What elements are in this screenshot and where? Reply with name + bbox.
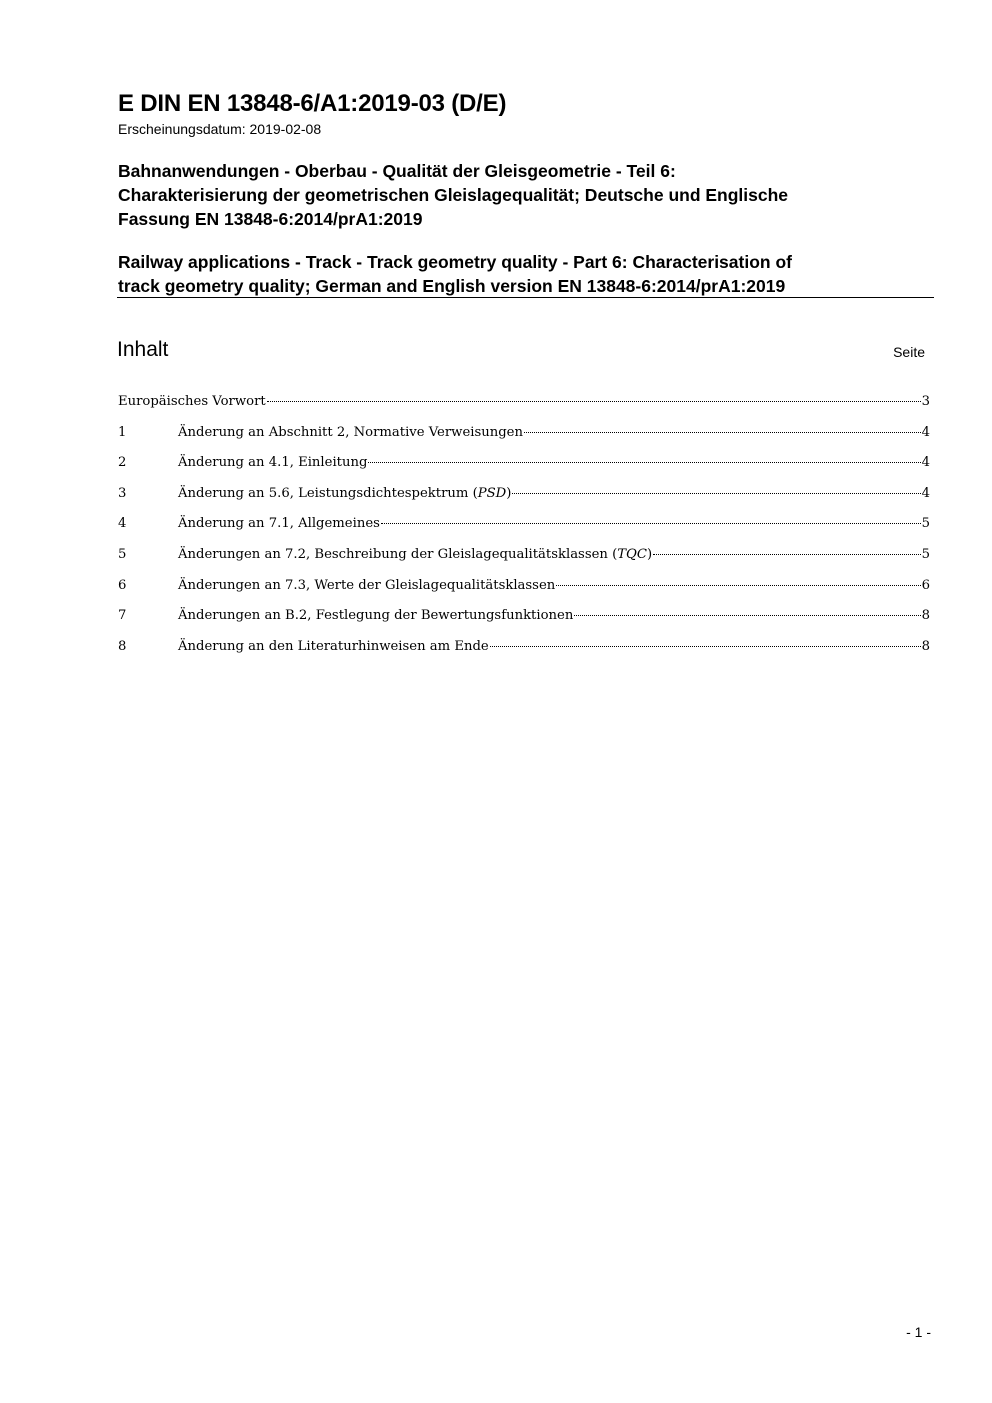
toc-leader bbox=[556, 585, 920, 586]
toc-entry[interactable] bbox=[118, 486, 930, 517]
toc-entry-number: 3 bbox=[118, 485, 127, 501]
toc-entry-number: 2 bbox=[118, 455, 127, 471]
toc-entry-text: Änderung an Abschnitt 2, Normative Verweisungen bbox=[178, 424, 523, 440]
page-number: - 1 - bbox=[906, 1324, 931, 1340]
toc-entry[interactable] bbox=[118, 639, 930, 670]
toc-entry-page: 6 bbox=[921, 577, 930, 593]
toc-entry-text-part: ) bbox=[506, 485, 512, 501]
toc-leader bbox=[267, 401, 921, 402]
toc-entry-text bbox=[178, 547, 652, 562]
toc-entry-text: Änderung an 4.1, Einleitung bbox=[178, 455, 368, 471]
german-title-line: Bahnanwendungen - Oberbau - Qualität der Gleisgeometrie - Teil 6: bbox=[118, 161, 676, 181]
toc-page-label: Seite bbox=[893, 344, 925, 360]
toc-entry-abbreviation: TQC bbox=[617, 546, 647, 562]
document-number: E DIN EN 13848-6/A1:2019-03 (D/E) bbox=[118, 90, 507, 117]
toc-entry-text: Änderung an 7.1, Allgemeines bbox=[178, 516, 380, 532]
toc-entry-page: 4 bbox=[921, 485, 930, 501]
toc-entry-page: 5 bbox=[921, 516, 930, 532]
toc-entry-number: 7 bbox=[118, 608, 127, 624]
toc-leader bbox=[368, 462, 920, 463]
english-title bbox=[118, 250, 918, 298]
german-title-line: Charakterisierung der geometrischen Gleislagequalität; Deutsche und Englische bbox=[118, 185, 789, 205]
toc-entry-text: Europäisches Vorwort bbox=[118, 394, 266, 409]
german-title-line: Fassung EN 13848-6:2014/prA1:2019 bbox=[118, 209, 423, 229]
toc-leader bbox=[381, 523, 921, 524]
toc-entry[interactable] bbox=[118, 578, 930, 609]
toc-entry[interactable] bbox=[118, 547, 930, 578]
toc-entry-abbreviation: PSD bbox=[477, 485, 507, 501]
toc-entry-page: 4 bbox=[921, 455, 930, 471]
toc-entry-text: Änderungen an B.2, Festlegung der Bewertungsfunktionen bbox=[178, 608, 574, 624]
publication-date: Erscheinungsdatum: 2019-02-08 bbox=[118, 121, 322, 137]
toc-entry[interactable] bbox=[118, 425, 930, 456]
toc-entry-number: 4 bbox=[118, 516, 127, 532]
english-title-line: Railway applications - Track - Track geometry quality - Part 6: Characterisation of bbox=[118, 252, 792, 272]
toc-leader bbox=[653, 554, 921, 555]
toc-entry-text bbox=[178, 486, 511, 501]
table-of-contents bbox=[118, 394, 930, 669]
toc-entry[interactable] bbox=[118, 608, 930, 639]
toc-heading: Inhalt bbox=[117, 338, 169, 361]
toc-entry-text: Änderungen an 7.3, Werte der Gleislagequalitätsklassen bbox=[178, 577, 556, 593]
toc-entry[interactable] bbox=[118, 394, 930, 425]
toc-entry-text-part: ) bbox=[646, 546, 653, 562]
toc-entry-text-part: Änderung an 5.6, Leistungsdichtespektrum ( bbox=[178, 485, 478, 501]
toc-entry-page: 5 bbox=[921, 546, 930, 562]
toc-entry-number: 5 bbox=[118, 546, 127, 562]
toc-leader bbox=[490, 646, 921, 647]
title-divider bbox=[117, 297, 934, 298]
toc-entry-page: 8 bbox=[921, 638, 930, 654]
toc-entry-text: Änderung an den Literaturhinweisen am Ende bbox=[178, 638, 489, 654]
toc-entry-page: 3 bbox=[921, 394, 930, 409]
toc-entry-number: 6 bbox=[118, 577, 127, 593]
toc-leader bbox=[512, 493, 920, 494]
toc-entry-page: 8 bbox=[921, 608, 930, 624]
german-title bbox=[118, 159, 918, 231]
english-title-line: track geometry quality; German and English version EN 13848-6:2014/prA1:2019 bbox=[118, 276, 786, 296]
toc-leader bbox=[524, 432, 921, 433]
toc-entry[interactable] bbox=[118, 455, 930, 486]
toc-entry-number: 8 bbox=[118, 638, 127, 654]
toc-entry[interactable] bbox=[118, 516, 930, 547]
toc-leader bbox=[574, 615, 920, 616]
toc-entry-number: 1 bbox=[118, 424, 127, 440]
toc-entry-page: 4 bbox=[921, 424, 930, 440]
toc-entry-text-part: Änderungen an 7.2, Beschreibung der Gleislagequalitätsklassen ( bbox=[178, 546, 618, 562]
